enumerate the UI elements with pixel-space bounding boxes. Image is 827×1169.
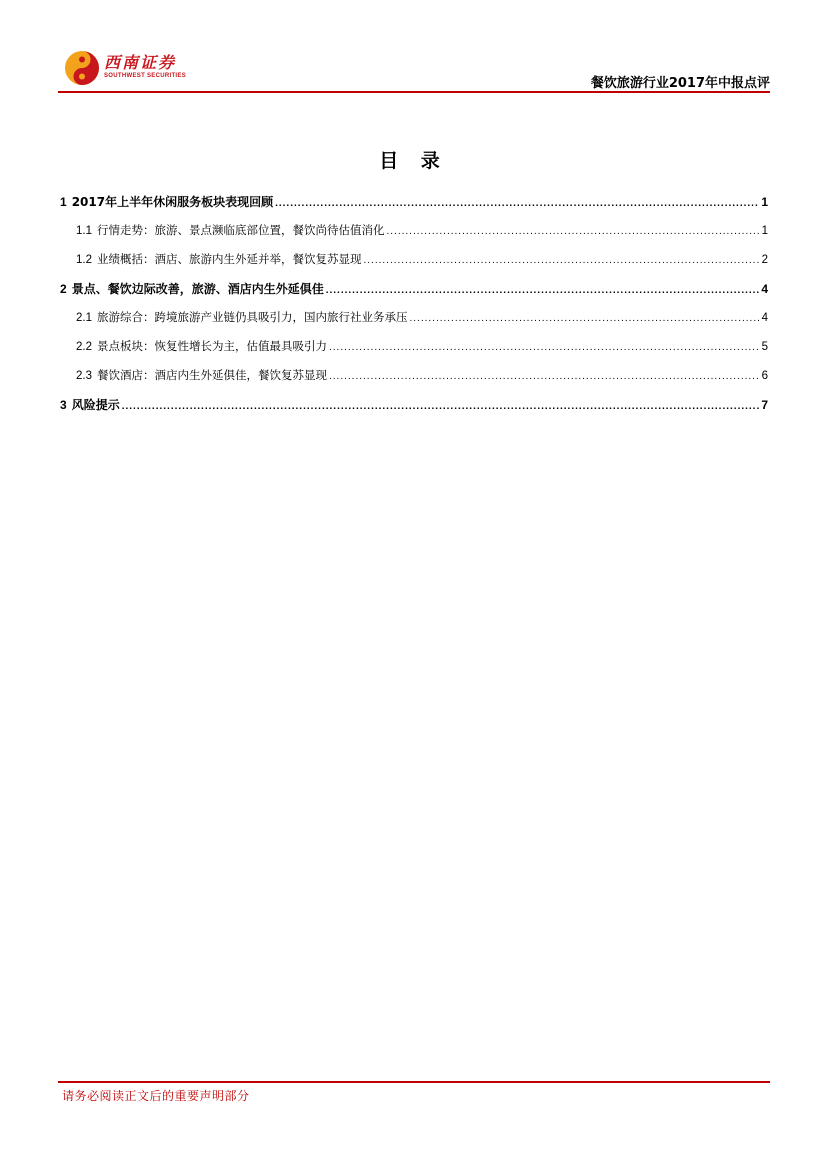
footer-divider bbox=[58, 1081, 770, 1083]
toc-entry[interactable] bbox=[60, 222, 768, 251]
toc-entry[interactable] bbox=[60, 193, 768, 222]
toc-entry[interactable] bbox=[60, 338, 768, 367]
table-of-contents bbox=[60, 193, 768, 425]
toc-entry-page: 7 bbox=[761, 398, 768, 412]
toc-entry[interactable] bbox=[60, 309, 768, 338]
toc-entry-title: 景点、餐饮边际改善，旅游、酒店内生外延俱佳 bbox=[71, 282, 324, 296]
toc-entry-title: 风险提示 bbox=[71, 398, 120, 412]
page-header bbox=[58, 46, 770, 94]
toc-entry-number: 1.2 bbox=[76, 254, 92, 266]
toc-entry-title: 旅游综合：跨境旅游产业链仍具吸引力，国内旅行社业务承压 bbox=[97, 310, 408, 324]
toc-entry[interactable] bbox=[60, 367, 768, 396]
toc-dot-leader bbox=[122, 401, 760, 412]
toc-entry-title: 餐饮酒店：酒店内生外延俱佳，餐饮复苏显现 bbox=[97, 368, 327, 382]
brand-name-en: SOUTHWEST SECURITIES bbox=[104, 73, 187, 79]
footer-disclaimer: 请务必阅读正文后的重要声明部分 bbox=[62, 1089, 250, 1103]
toc-dot-leader bbox=[275, 198, 759, 209]
toc-entry-page: 1 bbox=[761, 195, 768, 209]
toc-entry[interactable] bbox=[60, 251, 768, 280]
toc-entry[interactable] bbox=[60, 396, 768, 425]
report-title: 餐饮旅游行业2017年中报点评 bbox=[590, 76, 770, 91]
toc-entry-title: 2017年上半年休闲服务板块表现回顾 bbox=[71, 195, 274, 209]
toc-entry-page: 6 bbox=[761, 370, 768, 382]
toc-entry-page: 4 bbox=[761, 282, 768, 296]
header-divider bbox=[58, 91, 770, 93]
toc-entry-number: 2 bbox=[60, 282, 67, 296]
toc-entry-number: 1 bbox=[60, 195, 67, 209]
toc-entry-number: 1.1 bbox=[76, 225, 92, 237]
toc-entry-page: 1 bbox=[761, 225, 768, 237]
toc-entry-number: 3 bbox=[60, 398, 67, 412]
toc-entry-number: 2.2 bbox=[76, 341, 92, 353]
toc-dot-leader bbox=[326, 285, 760, 296]
toc-entry-page: 2 bbox=[761, 254, 768, 266]
toc-entry-number: 2.1 bbox=[76, 312, 92, 324]
toc-dot-leader bbox=[387, 226, 760, 237]
southwest-securities-logo-icon bbox=[64, 50, 100, 86]
toc-entry-page: 5 bbox=[761, 341, 768, 353]
toc-dot-leader bbox=[364, 255, 760, 266]
toc-entry-title: 行情走势：旅游、景点濒临底部位置，餐饮尚待估值消化 bbox=[97, 223, 385, 237]
brand-name bbox=[104, 54, 186, 80]
brand-name-cn: 西南证券 bbox=[104, 53, 177, 72]
toc-entry-title: 景点板块：恢复性增长为主，估值最具吸引力 bbox=[97, 339, 327, 353]
toc-entry-number: 2.3 bbox=[76, 370, 92, 382]
toc-dot-leader bbox=[329, 342, 760, 353]
toc-dot-leader bbox=[329, 371, 760, 382]
toc-dot-leader bbox=[410, 313, 760, 324]
toc-entry[interactable] bbox=[60, 280, 768, 309]
toc-entry-page: 4 bbox=[761, 312, 768, 324]
toc-entry-title: 业绩概括：酒店、旅游内生外延并举，餐饮复苏显现 bbox=[97, 252, 362, 266]
toc-heading: 目 录 bbox=[379, 150, 448, 172]
